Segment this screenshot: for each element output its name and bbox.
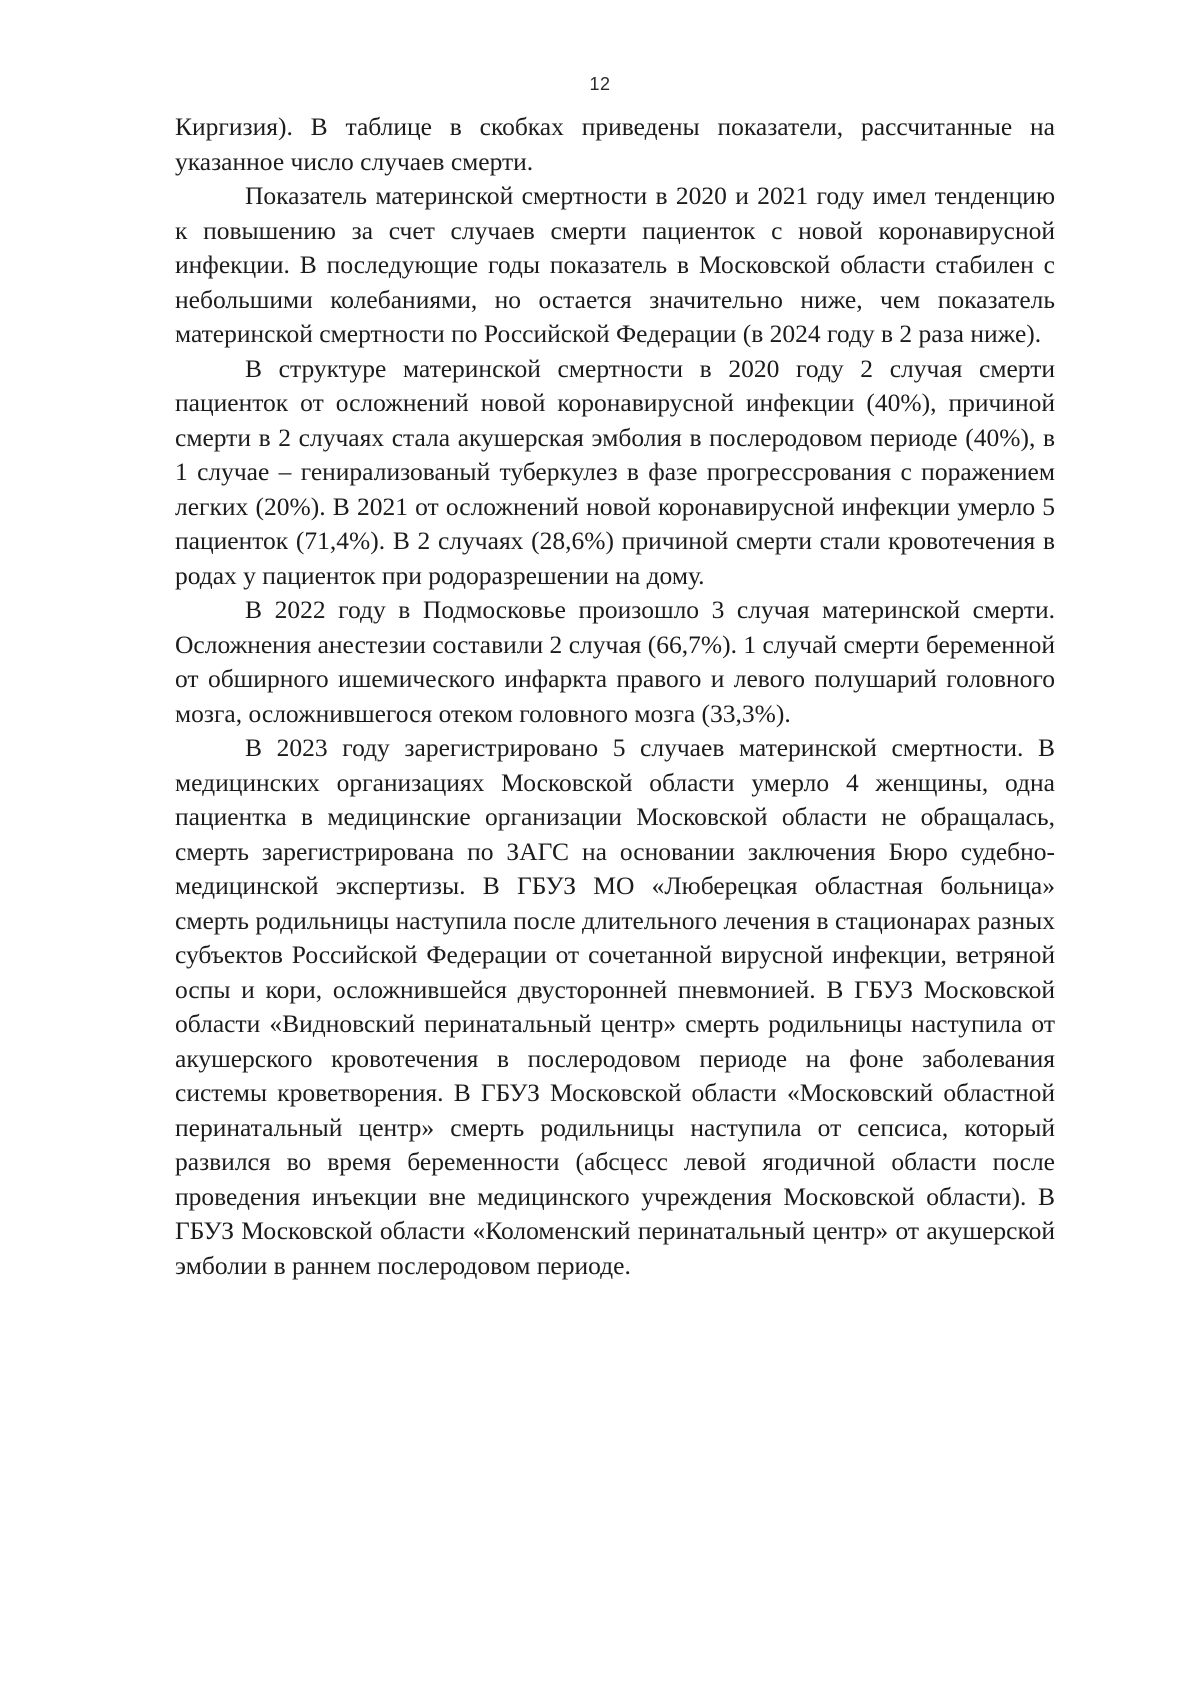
- page-number: 12: [589, 74, 611, 94]
- paragraph: В структуре материнской смертности в 2020 году 2 случая смерти пациенток от осложнений новой коронавирусной инфекции (40%), причиной смерти в 2 случаях стала акушерская эмболия в послеродовом периоде (40%), в 1 случае – генирализованый туберкулез в фазе прогрессрования с поражением легких (20%). В 2021 от осложнений новой коронавирусной инфекции умерло 5 пациенток (71,4%). В 2 случаях (28,6%) причиной смерти стали кровотечения в родах у пациенток при родоразрешении на дому.: [175, 353, 1055, 590]
- paragraph: В 2023 году зарегистрировано 5 случаев материнской смертности. В медицинских организациях Московской области умерло 4 женщины, одна пациентка в медицинские организации Московской области не обращалась, смерть зарегистрирована по ЗАГС на основании заключения Бюро судебно-медицинской экспертизы. В ГБУЗ МО «Люберецкая областная больница» смерть родильницы наступила после длительного лечения в стационарах разных субъектов Российской Федерации от сочетанной вирусной инфекции, ветряной оспы и кори, осложнившейся двусторонней пневмонией. В ГБУЗ Московской области «Видновский перинатальный центр» смерть родильницы наступила от акушерского кровотечения в послеродовом периоде на фоне заболевания системы кроветворения. В ГБУЗ Московской области «Московский областной перинатальный центр» смерть родильницы наступила от сепсиса, который развился во время беременности (абсцесс левой ягодичной области после проведения инъекции вне медицинского учреждения Московской области). В ГБУЗ Московской области «Коломенский перинатальный центр» от акушерской эмболии в раннем послеродовом периоде.: [175, 733, 1055, 1280]
- paragraph: В 2022 году в Подмосковье произошло 3 случая материнской смерти. Осложнения анестезии составили 2 случая (66,7%). 1 случай смерти беременной от обширного ишемического инфаркта правого и левого полушарий головного мозга, осложнившегося отеком головного мозга (33,3%).: [175, 595, 1055, 728]
- paragraph: Киргизия). В таблице в скобках приведены показатели, рассчитанные на указанное число случаев смерти.: [175, 112, 1055, 176]
- paragraph: Показатель материнской смертности в 2020 и 2021 году имел тенденцию к повышению за счет случаев смерти пациенток с новой коронавирусной инфекции. В последующие годы показатель в Московской области стабилен с небольшими колебаниями, но остается значительно ниже, чем показатель материнской смертности по Российской Федерации (в 2024 году в 2 раза ниже).: [175, 181, 1055, 348]
- document-body: [175, 110, 1055, 1283]
